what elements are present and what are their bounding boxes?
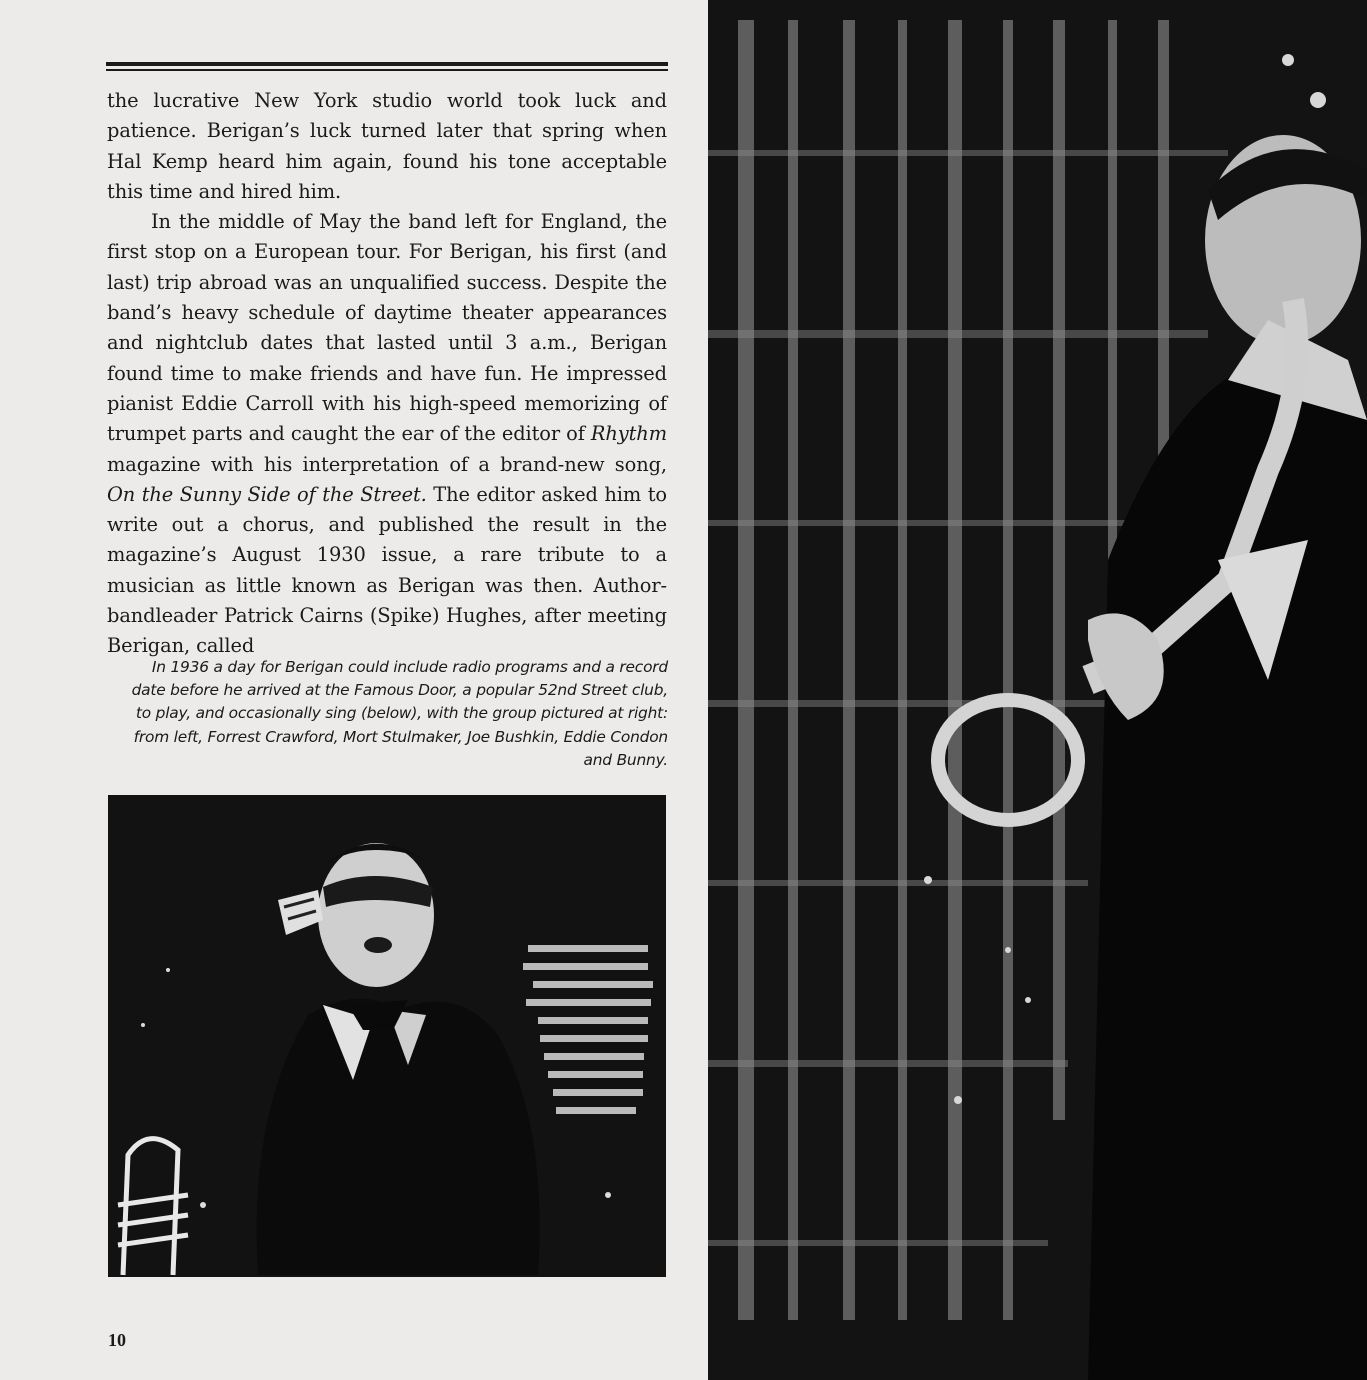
magazine-title-rhythm: Rhythm bbox=[590, 422, 667, 446]
photo-berigan-singing bbox=[108, 795, 666, 1277]
header-rule-thick bbox=[106, 62, 668, 66]
song-title: On the Sunny Side of the Street. bbox=[107, 482, 427, 506]
photo-saxophonist-illustration bbox=[708, 0, 1367, 1380]
header-rule-thin bbox=[106, 69, 668, 71]
article-body bbox=[107, 86, 667, 662]
caption-text-b: from left, Forrest Crawford, Mort Stulmaker, Joe Bushkin, Eddie Condon and Bunny. bbox=[133, 727, 668, 769]
paragraph-2-text-a: In the middle of May the band left for England, the first stop on a European tour. For Berigan, his first (and last) trip abroad was an unqualified success. Despite the band’s heavy schedule of daytime theater appearances and nightclub dates that lasted until 3 a.m., Berigan found time to make friends and have fun. He impressed pianist Eddie Carroll with his high-speed memorizing of trumpet parts and caught the ear of the editor of bbox=[107, 210, 667, 446]
paragraph-2-text-c: The editor asked him to write out a chorus, and published the result in the magazine’s August 1930 issue, a rare tribute to a musician as little known as Berigan was then. Author-bandleader Patrick Cairns (Spike) Hughes, after meeting Berigan, called bbox=[107, 482, 667, 658]
paragraph-1 bbox=[107, 86, 667, 207]
photo-caption bbox=[130, 656, 668, 772]
photo-berigan-singing-illustration bbox=[108, 795, 666, 1277]
photo-band-member-saxophone bbox=[708, 0, 1367, 1380]
page-number: 10 bbox=[108, 1330, 126, 1350]
caption-text-a: In 1936 a day for Berigan could include radio programs and a record date before he arrived at the Famous Door, a popular 52nd Street club, to play, and occasionally sing (below), with the group pictured at right: bbox=[131, 658, 668, 723]
paragraph-2-text-b: magazine with his interpretation of a brand-new song, bbox=[107, 452, 667, 476]
paragraph-2 bbox=[107, 207, 667, 661]
paragraph-1-text: the lucrative New York studio world took luck and patience. Berigan’s luck turned later that spring when Hal Kemp heard him again, found his tone acceptable this time and hired him. bbox=[107, 89, 667, 203]
